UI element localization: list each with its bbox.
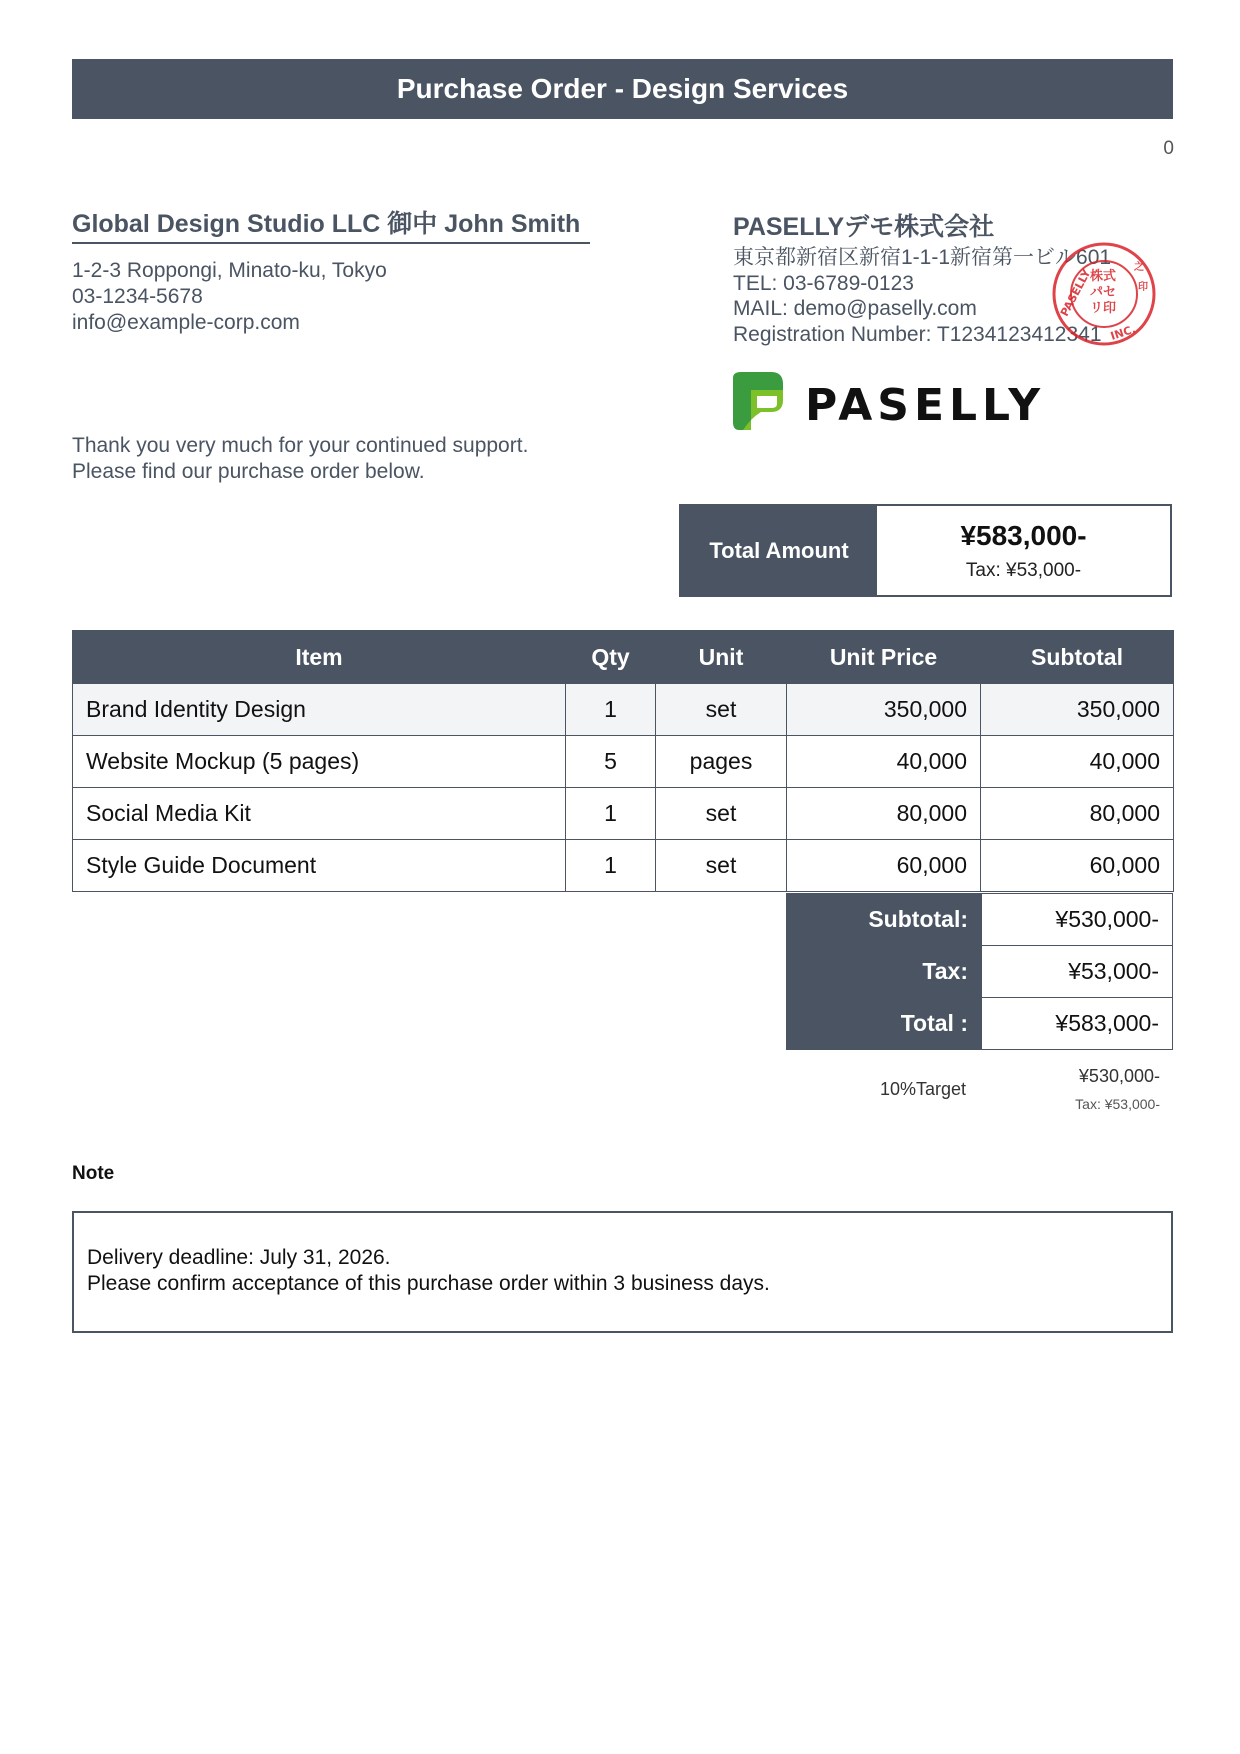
note-line: Delivery deadline: July 31, 2026.: [87, 1246, 391, 1269]
cell-qty: 1: [566, 788, 656, 840]
table-header-row: [73, 631, 1174, 684]
svg-text:パセ: パセ: [1090, 285, 1117, 300]
column-header-subtotal: Subtotal: [981, 631, 1174, 684]
svg-text:INC.: INC.: [1108, 322, 1138, 343]
client-info: [72, 258, 590, 336]
cell-unit-price: 40,000: [787, 736, 981, 788]
tax-target-amount: ¥530,000-: [1078, 1066, 1160, 1086]
cell-unit: set: [656, 788, 787, 840]
cell-item: Brand Identity Design: [73, 684, 566, 736]
table-row: [73, 736, 1174, 788]
greeting-line: Please find our purchase order below.: [72, 460, 425, 483]
tax-target-tax: Tax: ¥53,000-: [1075, 1096, 1160, 1112]
page-number: 0: [1163, 138, 1174, 159]
cell-qty: 5: [566, 736, 656, 788]
summary-tax-label: Tax:: [787, 946, 982, 998]
svg-text:リ印: リ印: [1090, 301, 1117, 316]
total-amount-tax: Tax: ¥53,000-: [965, 559, 1082, 581]
summary-tax-value: ¥53,000-: [982, 946, 1173, 998]
issuer-name: PASELLYデモ株式会社: [733, 213, 995, 241]
greeting: [72, 433, 632, 485]
table-row: [73, 788, 1174, 840]
logo-wordmark: PASELLY: [805, 380, 1046, 431]
summary-table: [786, 893, 1173, 1050]
column-header-item: Item: [73, 631, 566, 684]
cell-item: Style Guide Document: [73, 840, 566, 892]
cell-subtotal: 80,000: [981, 788, 1174, 840]
summary-total-row: [787, 998, 1173, 1050]
greeting-line: Thank you very much for your continued support.: [72, 434, 529, 457]
column-header-qty: Qty: [566, 631, 656, 684]
summary-subtotal-label: Subtotal:: [787, 894, 982, 946]
tax-target-label: 10%Target: [879, 1079, 966, 1099]
table-row: [73, 684, 1174, 736]
cell-unit: set: [656, 684, 787, 736]
client-name: Global Design Studio LLC 御中 John Smith: [72, 210, 590, 244]
summary-total-label: Total :: [787, 998, 982, 1050]
cell-subtotal: 350,000: [981, 684, 1174, 736]
client-address: 1-2-3 Roppongi, Minato-ku, Tokyo: [72, 259, 387, 282]
cell-subtotal: 60,000: [981, 840, 1174, 892]
items-table: [72, 630, 1174, 892]
total-amount-label: Total Amount: [681, 506, 877, 595]
paselly-logo: [733, 370, 1063, 432]
issuer-registration: Registration Number: T1234123412341: [733, 322, 1102, 346]
note-line: Please confirm acceptance of this purchase order within 3 business days.: [87, 1272, 770, 1295]
total-amount-box: [679, 504, 1172, 597]
svg-text:株式: 株式: [1090, 269, 1117, 284]
svg-text:PASELLY: PASELLY: [1057, 267, 1094, 319]
column-header-unit: Unit: [656, 631, 787, 684]
summary-tax-row: [787, 946, 1173, 998]
total-amount-value: ¥583,000-: [960, 519, 1087, 551]
issuer-address: 東京都新宿区新宿1-1-1新宿第一ビル601: [733, 246, 1112, 269]
cell-unit-price: 350,000: [787, 684, 981, 736]
note-box: [72, 1211, 1173, 1333]
company-seal-stamp: [1050, 240, 1158, 348]
svg-text:印: 印: [1138, 282, 1148, 293]
client-email: info@example-corp.com: [72, 311, 300, 334]
document-title: Purchase Order - Design Services: [72, 59, 1173, 119]
cell-item: Social Media Kit: [73, 788, 566, 840]
issuer-mail: MAIL: demo@paselly.com: [733, 297, 977, 320]
cell-unit-price: 80,000: [787, 788, 981, 840]
cell-unit: pages: [656, 736, 787, 788]
summary-total-value: ¥583,000-: [982, 998, 1173, 1050]
note-label: Note: [72, 1163, 115, 1184]
cell-item: Website Mockup (5 pages): [73, 736, 566, 788]
column-header-unit-price: Unit Price: [787, 631, 981, 684]
cell-unit: set: [656, 840, 787, 892]
client-phone: 03-1234-5678: [72, 285, 203, 308]
table-row: [73, 840, 1174, 892]
client-block: [72, 210, 590, 336]
summary-subtotal-row: [787, 894, 1173, 946]
cell-qty: 1: [566, 840, 656, 892]
summary-subtotal-value: ¥530,000-: [982, 894, 1173, 946]
cell-unit-price: 60,000: [787, 840, 981, 892]
issuer-tel: TEL: 03-6789-0123: [733, 271, 914, 295]
cell-subtotal: 40,000: [981, 736, 1174, 788]
svg-text:之: 之: [1134, 262, 1144, 273]
total-amount-values: [877, 506, 1170, 595]
cell-qty: 1: [566, 684, 656, 736]
